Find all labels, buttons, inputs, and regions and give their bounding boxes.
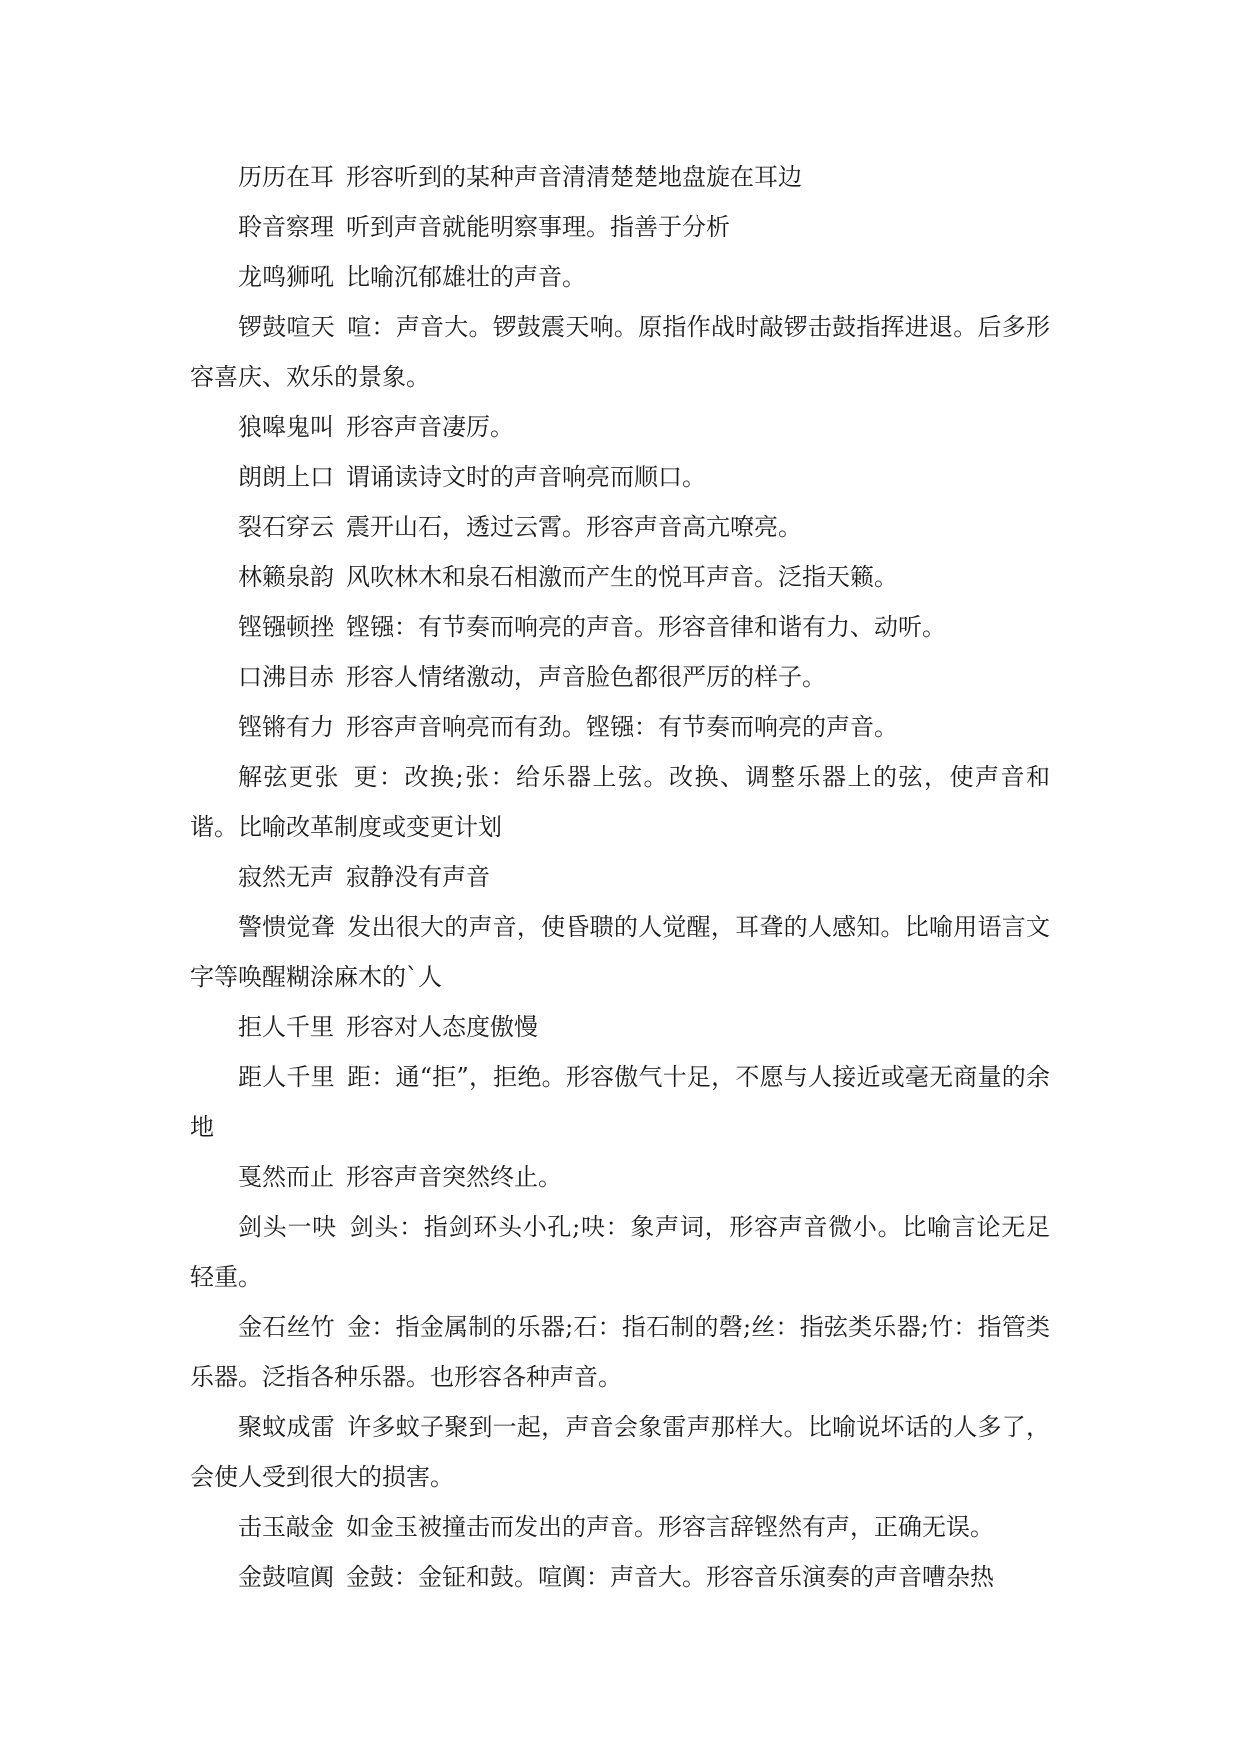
idiom-definition: 比喻沉郁雄壮的声音。 — [346, 263, 586, 291]
idiom-term: 铿锵有力 — [238, 713, 334, 741]
idiom-entry — [190, 452, 1050, 502]
idiom-entry — [190, 202, 1050, 252]
idiom-term: 锣鼓喧天 — [238, 313, 335, 341]
idiom-definition: 喧：声音大。锣鼓震天响。原指作战时敲锣击鼓指挥进退。后多形容喜庆、欢乐的景象。 — [190, 313, 1051, 391]
idiom-term: 拒人千里 — [238, 1013, 334, 1041]
idiom-term: 解弦更张 — [238, 763, 340, 791]
idiom-definition: 更：改换;张：给乐器上弦。改换、调整乐器上的弦，使声音和谐。比喻改革制度或变更计划 — [190, 763, 1051, 841]
idiom-definition: 形容声音响亮而有劲。铿镪：有节奏而响亮的声音。 — [346, 713, 898, 741]
idiom-definition: 金：指金属制的乐器;石：指石制的磬;丝：指弦类乐器;竹：指管类乐器。泛指各种乐器。也形容各种声音。 — [190, 1313, 1050, 1391]
idiom-entry — [190, 1402, 1050, 1502]
idiom-term: 金鼓喧阗 — [238, 1563, 334, 1591]
idiom-term: 口沸目赤 — [238, 663, 334, 691]
idiom-entry — [190, 902, 1050, 1002]
idiom-entry — [190, 602, 1050, 652]
idiom-definition: 剑头：指剑环头小孔;吷：象声词，形容声音微小。比喻言论无足轻重。 — [190, 1213, 1050, 1291]
idiom-term: 狼嗥鬼叫 — [238, 413, 334, 441]
idiom-definition: 铿镪：有节奏而响亮的声音。形容音律和谐有力、动听。 — [346, 613, 946, 641]
idiom-term: 朗朗上口 — [238, 463, 334, 491]
idiom-definition: 形容对人态度傲慢 — [346, 1013, 538, 1041]
idiom-term: 击玉敲金 — [238, 1513, 334, 1541]
idiom-entry — [190, 552, 1050, 602]
idiom-definition: 风吹林木和泉石相激而产生的悦耳声音。泛指天籁。 — [346, 563, 898, 591]
idiom-definition: 发出很大的声音，使昏聩的人觉醒，耳聋的人感知。比喻用语言文字等唤醒糊涂麻木的`人 — [190, 913, 1051, 991]
idiom-entry — [190, 252, 1050, 302]
idiom-entry — [190, 502, 1050, 552]
idiom-term: 铿镪顿挫 — [238, 613, 334, 641]
idiom-term: 寂然无声 — [238, 863, 334, 891]
idiom-entry — [190, 1502, 1050, 1552]
idiom-entry — [190, 1202, 1050, 1302]
idiom-definition: 震开山石，透过云霄。形容声音高亢嘹亮。 — [346, 513, 802, 541]
idiom-definition: 形容声音凄厉。 — [346, 413, 514, 441]
idiom-entry — [190, 1302, 1050, 1402]
idiom-term: 警愦觉聋 — [238, 913, 335, 941]
idiom-definition: 形容人情绪激动，声音脸色都很严厉的样子。 — [346, 663, 826, 691]
idiom-entry — [190, 852, 1050, 902]
idiom-definition: 谓诵读诗文时的声音响亮而顺口。 — [346, 463, 706, 491]
idiom-term: 龙鸣狮吼 — [238, 263, 334, 291]
idiom-entry — [190, 652, 1050, 702]
idiom-definition: 距：通“拒”，拒绝。形容傲气十足，不愿与人接近或毫无商量的余地 — [190, 1063, 1051, 1141]
idiom-term: 裂石穿云 — [238, 513, 334, 541]
idiom-term: 聚蚊成雷 — [238, 1413, 335, 1441]
idiom-term: 历历在耳 — [238, 163, 334, 191]
idiom-term: 金石丝竹 — [238, 1313, 335, 1341]
idiom-entry — [190, 702, 1050, 752]
idiom-entry — [190, 302, 1050, 402]
idiom-definition: 寂静没有声音 — [346, 863, 490, 891]
idiom-definition: 如金玉被撞击而发出的声音。形容言辞铿然有声，正确无误。 — [346, 1513, 994, 1541]
idiom-term: 聆音察理 — [238, 213, 334, 241]
idiom-entry — [190, 1552, 1050, 1602]
idiom-term: 林籁泉韵 — [238, 563, 334, 591]
idiom-term: 距人千里 — [238, 1063, 335, 1091]
idiom-entry — [190, 1002, 1050, 1052]
idiom-term: 戛然而止 — [238, 1163, 334, 1191]
idiom-definition: 形容声音突然终止。 — [346, 1163, 562, 1191]
idiom-definition: 听到声音就能明察事理。指善于分析 — [346, 213, 730, 241]
idiom-entry — [190, 752, 1050, 852]
idiom-definition: 许多蚊子聚到一起，声音会象雷声那样大。比喻说坏话的人多了，会使人受到很大的损害。 — [190, 1413, 1051, 1491]
idiom-entry — [190, 1152, 1050, 1202]
idiom-entry — [190, 402, 1050, 452]
idiom-list — [190, 152, 1050, 1602]
idiom-entry — [190, 152, 1050, 202]
idiom-definition: 形容听到的某种声音清清楚楚地盘旋在耳边 — [346, 163, 802, 191]
idiom-entry — [190, 1052, 1050, 1152]
idiom-term: 剑头一吷 — [238, 1213, 337, 1241]
idiom-definition: 金鼓：金钲和鼓。喧阗：声音大。形容音乐演奏的声音嘈杂热 — [346, 1563, 994, 1591]
